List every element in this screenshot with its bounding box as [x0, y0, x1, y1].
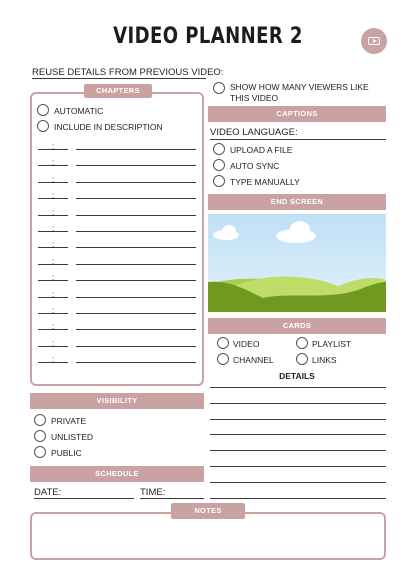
chapters-header: CHAPTERS — [84, 84, 152, 98]
chapter-timestamp-colon: : — [52, 158, 55, 168]
video-language-line[interactable] — [210, 139, 386, 140]
details-line[interactable] — [210, 466, 386, 467]
visibility-unlisted-label: UNLISTED — [51, 432, 94, 442]
visibility-public-radio[interactable] — [34, 446, 46, 458]
viewers-like-radio[interactable] — [213, 82, 225, 94]
chapter-timestamp-colon: : — [52, 355, 55, 365]
page-title: VIDEO PLANNER 2 — [113, 24, 303, 49]
chapter-title-line[interactable] — [76, 297, 196, 298]
chapter-title-line[interactable] — [76, 247, 196, 248]
card-playlist-radio[interactable] — [296, 337, 308, 349]
details-line[interactable] — [210, 387, 386, 388]
chapter-timestamp-colon: : — [52, 289, 55, 299]
chapter-title-line[interactable] — [76, 149, 196, 150]
chapter-timestamp-colon: : — [52, 207, 55, 217]
reuse-details-line[interactable] — [32, 78, 206, 79]
card-channel-label: CHANNEL — [233, 355, 274, 365]
card-links-radio[interactable] — [296, 353, 308, 365]
chapter-timestamp-colon: : — [52, 338, 55, 348]
details-line[interactable] — [210, 450, 386, 451]
chapter-timestamp-colon: : — [52, 240, 55, 250]
chapters-automatic-label: AUTOMATIC — [54, 106, 104, 116]
chapter-row[interactable] — [38, 189, 196, 199]
schedule-date-label: DATE: — [34, 487, 62, 498]
chapter-title-line[interactable] — [76, 182, 196, 183]
chapter-timestamp-colon: : — [52, 256, 55, 266]
chapter-timestamp-colon: : — [52, 306, 55, 315]
chapter-title-line[interactable] — [76, 215, 196, 216]
youtube-play-icon — [361, 28, 387, 54]
notes-header: NOTES — [171, 503, 245, 519]
chapter-title-line[interactable] — [76, 231, 196, 232]
end-screen-header: END SCREEN — [208, 194, 386, 210]
upload-file-label: UPLOAD A FILE — [230, 145, 293, 155]
notes-box[interactable] — [30, 512, 386, 560]
viewers-like-label: SHOW HOW MANY VIEWERS LIKE THIS VIDEO — [230, 82, 369, 103]
chapter-title-line[interactable] — [76, 329, 196, 330]
chapter-title-line[interactable] — [76, 198, 196, 199]
chapter-row[interactable] — [38, 271, 196, 281]
chapter-title-line[interactable] — [76, 264, 196, 265]
cards-header: CARDS — [208, 318, 386, 334]
chapter-row[interactable] — [38, 156, 196, 166]
type-manually-label: TYPE MANUALLY — [230, 177, 300, 187]
card-video-label: VIDEO — [233, 339, 260, 349]
chapter-row[interactable] — [38, 206, 196, 216]
upload-file-radio[interactable] — [213, 143, 225, 155]
chapter-timestamp-colon: : — [52, 273, 55, 283]
schedule-date-line[interactable] — [34, 498, 134, 499]
details-line[interactable] — [210, 482, 386, 483]
chapters-automatic-radio[interactable] — [37, 104, 49, 116]
details-label: DETAILS — [279, 371, 315, 381]
visibility-unlisted-radio[interactable] — [34, 430, 46, 442]
schedule-time-line[interactable] — [140, 498, 204, 499]
chapter-timestamp-colon: : — [52, 191, 55, 201]
details-line[interactable] — [210, 434, 386, 435]
details-line[interactable] — [210, 403, 386, 404]
captions-header: CAPTIONS — [208, 106, 386, 122]
chapter-title-line[interactable] — [76, 280, 196, 281]
chapter-row[interactable] — [38, 304, 196, 314]
card-video-radio[interactable] — [217, 337, 229, 349]
chapters-include-radio[interactable] — [37, 120, 49, 132]
visibility-private-radio[interactable] — [34, 414, 46, 426]
chapter-title-line[interactable] — [76, 346, 196, 347]
chapter-row[interactable] — [38, 288, 196, 298]
chapters-include-label: INCLUDE IN DESCRIPTION — [54, 122, 163, 132]
chapter-row[interactable] — [38, 140, 196, 150]
landscape-image — [208, 214, 386, 312]
chapter-title-line[interactable] — [76, 165, 196, 166]
details-line[interactable] — [210, 498, 386, 499]
chapter-row[interactable] — [38, 173, 196, 183]
card-playlist-label: PLAYLIST — [312, 339, 352, 349]
card-links-label: LINKS — [312, 355, 337, 365]
schedule-time-label: TIME: — [140, 487, 166, 498]
chapter-timestamp-colon: : — [52, 322, 55, 332]
chapter-row[interactable] — [38, 320, 196, 330]
chapter-row[interactable] — [38, 238, 196, 248]
chapter-title-line[interactable] — [76, 362, 196, 363]
chapter-row[interactable] — [38, 353, 196, 363]
chapter-timestamp-colon: : — [52, 224, 55, 233]
chapter-row[interactable] — [38, 337, 196, 347]
visibility-private-label: PRIVATE — [51, 416, 87, 426]
video-language-label: VIDEO LANGUAGE: — [210, 127, 298, 138]
visibility-header: VISIBILITY — [30, 393, 204, 409]
chapter-timestamp-colon: : — [52, 174, 55, 184]
type-manually-radio[interactable] — [213, 175, 225, 187]
chapter-timestamp-colon: : — [52, 142, 55, 151]
chapter-title-line[interactable] — [76, 313, 196, 314]
reuse-details-label: REUSE DETAILS FROM PREVIOUS VIDEO: — [32, 67, 224, 78]
chapter-row[interactable] — [38, 222, 196, 232]
schedule-header: SCHEDULE — [30, 466, 204, 482]
auto-sync-radio[interactable] — [213, 159, 225, 171]
card-channel-radio[interactable] — [217, 353, 229, 365]
details-line[interactable] — [210, 419, 386, 420]
visibility-public-label: PUBLIC — [51, 448, 82, 458]
chapter-row[interactable] — [38, 255, 196, 265]
end-screen-image — [208, 214, 386, 312]
auto-sync-label: AUTO SYNC — [230, 161, 280, 171]
